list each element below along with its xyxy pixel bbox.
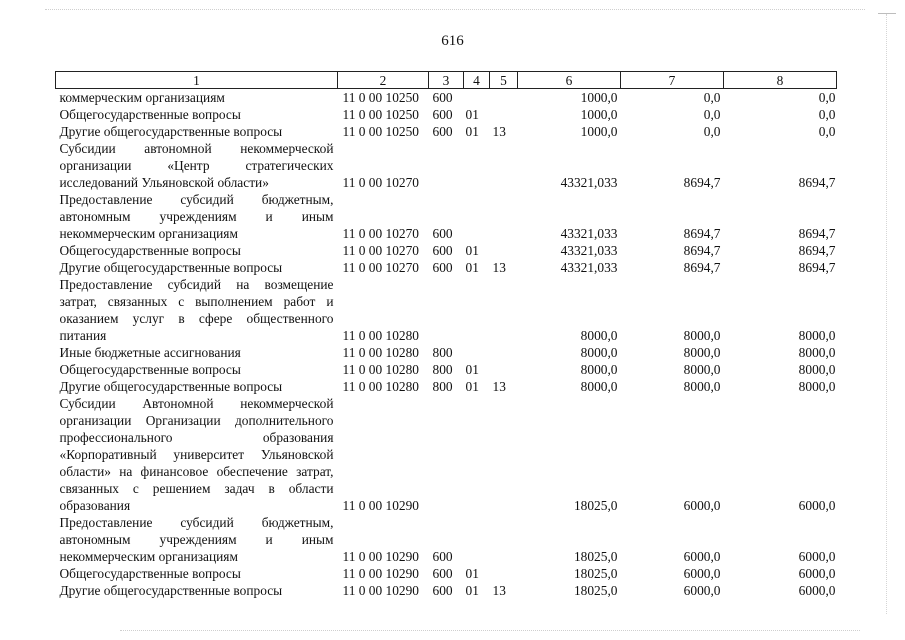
row-col-5: 13 bbox=[492, 260, 506, 275]
row-value-8: 6000,0 bbox=[798, 549, 836, 564]
row-col-3: 600 bbox=[432, 243, 453, 258]
table-row bbox=[56, 123, 837, 140]
row-col-3: 600 bbox=[432, 260, 453, 275]
column-header-1: 1 bbox=[56, 72, 338, 89]
row-value-6: 8000,0 bbox=[580, 328, 618, 343]
header-row bbox=[56, 72, 837, 89]
row-value-7: 0,0 bbox=[703, 124, 721, 139]
row-col-4: 01 bbox=[465, 583, 479, 598]
scan-edge-top bbox=[45, 9, 865, 10]
row-value-7: 6000,0 bbox=[683, 566, 721, 581]
row-name: Предоставление субсидий бюджетным, автономным учреждениям и иным некоммерческим организациям bbox=[59, 515, 334, 564]
row-col-5 bbox=[490, 106, 518, 123]
table-row bbox=[56, 276, 837, 344]
row-col-3: 600 bbox=[432, 226, 453, 241]
row-code: 11 0 00 10270 bbox=[342, 260, 419, 275]
row-value-6: 1000,0 bbox=[580, 90, 618, 105]
row-col-3 bbox=[429, 395, 464, 514]
row-col-5 bbox=[490, 276, 518, 344]
column-header-2: 2 bbox=[338, 72, 429, 89]
row-col-4 bbox=[464, 395, 490, 514]
row-col-3: 600 bbox=[432, 124, 453, 139]
table-row bbox=[56, 565, 837, 582]
row-col-4 bbox=[464, 191, 490, 242]
row-col-4: 01 bbox=[465, 379, 479, 394]
row-name: Предоставление субсидий на возмещение затрат, связанных с выполнением работ и оказанием услуг в сфере общественного питания bbox=[59, 277, 334, 343]
row-name: Другие общегосударственные вопросы bbox=[59, 260, 283, 275]
column-header-3: 3 bbox=[429, 72, 464, 89]
row-value-8: 0,0 bbox=[818, 124, 836, 139]
row-value-7: 6000,0 bbox=[683, 583, 721, 598]
row-col-3: 800 bbox=[432, 345, 453, 360]
row-code: 11 0 00 10270 bbox=[342, 226, 419, 241]
row-col-3: 800 bbox=[432, 379, 453, 394]
row-value-8: 6000,0 bbox=[798, 566, 836, 581]
row-value-7: 8000,0 bbox=[683, 328, 721, 343]
row-col-3: 600 bbox=[432, 107, 453, 122]
row-col-3: 600 bbox=[432, 90, 453, 105]
row-value-7: 6000,0 bbox=[683, 498, 721, 513]
row-value-7: 8694,7 bbox=[683, 243, 721, 258]
row-code: 11 0 00 10250 bbox=[342, 124, 419, 139]
row-value-8: 8000,0 bbox=[798, 328, 836, 343]
row-col-3 bbox=[429, 140, 464, 191]
row-col-4: 01 bbox=[465, 260, 479, 275]
row-code: 11 0 00 10250 bbox=[342, 107, 419, 122]
row-col-5 bbox=[490, 242, 518, 259]
row-value-8: 6000,0 bbox=[798, 498, 836, 513]
row-value-6: 43321,033 bbox=[560, 243, 618, 258]
page-number: 616 bbox=[441, 33, 464, 49]
table-row bbox=[56, 140, 837, 191]
row-name: Другие общегосударственные вопросы bbox=[59, 379, 283, 394]
table-row bbox=[56, 191, 837, 242]
table-row bbox=[56, 395, 837, 514]
table-body bbox=[56, 89, 837, 600]
row-col-5: 13 bbox=[492, 583, 506, 598]
row-name: Другие общегосударственные вопросы bbox=[59, 583, 283, 598]
row-value-6: 43321,033 bbox=[560, 175, 618, 190]
row-value-8: 8000,0 bbox=[798, 379, 836, 394]
row-col-4 bbox=[464, 276, 490, 344]
row-value-6: 18025,0 bbox=[573, 566, 618, 581]
column-header-5: 5 bbox=[490, 72, 518, 89]
row-value-7: 8694,7 bbox=[683, 175, 721, 190]
row-value-6: 8000,0 bbox=[580, 362, 618, 377]
table-header bbox=[56, 72, 837, 89]
row-col-5: 13 bbox=[492, 124, 506, 139]
row-col-5: 13 bbox=[492, 379, 506, 394]
row-col-3: 600 bbox=[432, 549, 453, 564]
row-name: Предоставление субсидий бюджетным, автономным учреждениям и иным некоммерческим организациям bbox=[59, 192, 334, 241]
row-col-5 bbox=[490, 361, 518, 378]
row-col-5 bbox=[490, 395, 518, 514]
row-name: Общегосударственные вопросы bbox=[59, 566, 241, 581]
row-value-8: 8000,0 bbox=[798, 345, 836, 360]
row-name: Субсидии автономной некоммерческой организации «Центр стратегических исследований Ульяновской области» bbox=[59, 141, 334, 190]
row-code: 11 0 00 10280 bbox=[342, 328, 419, 343]
table-row bbox=[56, 582, 837, 599]
row-col-4 bbox=[464, 89, 490, 107]
row-value-7: 0,0 bbox=[703, 90, 721, 105]
table-row bbox=[56, 106, 837, 123]
row-value-7: 8694,7 bbox=[683, 226, 721, 241]
row-col-4: 01 bbox=[465, 124, 479, 139]
row-col-5 bbox=[490, 89, 518, 107]
table-row bbox=[56, 89, 837, 107]
row-value-6: 43321,033 bbox=[560, 226, 618, 241]
row-code: 11 0 00 10290 bbox=[342, 566, 419, 581]
table-row bbox=[56, 259, 837, 276]
row-col-4 bbox=[464, 344, 490, 361]
row-value-6: 18025,0 bbox=[573, 583, 618, 598]
row-col-4 bbox=[464, 514, 490, 565]
row-value-6: 1000,0 bbox=[580, 124, 618, 139]
column-header-7: 7 bbox=[621, 72, 724, 89]
row-value-8: 8694,7 bbox=[798, 226, 836, 241]
row-value-8: 8694,7 bbox=[798, 260, 836, 275]
row-value-8: 8694,7 bbox=[798, 175, 836, 190]
row-code: 11 0 00 10280 bbox=[342, 345, 419, 360]
table-row bbox=[56, 242, 837, 259]
scan-edge-right bbox=[886, 14, 887, 614]
table-row bbox=[56, 361, 837, 378]
row-value-7: 8000,0 bbox=[683, 379, 721, 394]
row-value-6: 8000,0 bbox=[580, 379, 618, 394]
row-col-5 bbox=[490, 565, 518, 582]
column-header-4: 4 bbox=[464, 72, 490, 89]
row-name: Субсидии Автономной некоммерческой организации Организации дополнительного профессионального образования «Корпоративный университет Ульяновской области» на финансовое обеспечение затрат, связанных с решением задач в области образования bbox=[59, 396, 334, 513]
row-value-8: 0,0 bbox=[818, 107, 836, 122]
column-header-8: 8 bbox=[724, 72, 837, 89]
row-col-4: 01 bbox=[465, 362, 479, 377]
column-header-6: 6 bbox=[518, 72, 621, 89]
table-row bbox=[56, 344, 837, 361]
row-name: Иные бюджетные ассигнования bbox=[59, 345, 241, 360]
row-col-5 bbox=[490, 344, 518, 361]
row-value-7: 8694,7 bbox=[683, 260, 721, 275]
row-value-6: 8000,0 bbox=[580, 345, 618, 360]
row-name: Другие общегосударственные вопросы bbox=[59, 124, 283, 139]
row-value-7: 8000,0 bbox=[683, 362, 721, 377]
table-row bbox=[56, 514, 837, 565]
row-value-7: 0,0 bbox=[703, 107, 721, 122]
row-code: 11 0 00 10290 bbox=[342, 498, 419, 513]
row-code: 11 0 00 10250 bbox=[342, 90, 419, 105]
row-value-7: 6000,0 bbox=[683, 549, 721, 564]
row-value-6: 1000,0 bbox=[580, 107, 618, 122]
row-value-8: 8000,0 bbox=[798, 362, 836, 377]
row-col-3 bbox=[429, 276, 464, 344]
row-code: 11 0 00 10290 bbox=[342, 583, 419, 598]
row-value-6: 18025,0 bbox=[573, 549, 618, 564]
row-col-4: 01 bbox=[465, 243, 479, 258]
row-name: коммерческим организациям bbox=[59, 90, 225, 105]
row-name: Общегосударственные вопросы bbox=[59, 107, 241, 122]
row-value-6: 43321,033 bbox=[560, 260, 618, 275]
row-value-8: 0,0 bbox=[818, 90, 836, 105]
scan-edge-bottom bbox=[120, 630, 860, 631]
row-value-7: 8000,0 bbox=[683, 345, 721, 360]
row-code: 11 0 00 10280 bbox=[342, 362, 419, 377]
budget-table bbox=[55, 71, 837, 599]
row-code: 11 0 00 10270 bbox=[342, 175, 419, 190]
row-value-8: 6000,0 bbox=[798, 583, 836, 598]
row-col-3: 600 bbox=[432, 583, 453, 598]
row-col-5 bbox=[490, 191, 518, 242]
row-value-6: 18025,0 bbox=[573, 498, 618, 513]
row-col-5 bbox=[490, 514, 518, 565]
row-col-5 bbox=[490, 140, 518, 191]
row-col-3: 600 bbox=[432, 566, 453, 581]
row-code: 11 0 00 10270 bbox=[342, 243, 419, 258]
row-code: 11 0 00 10290 bbox=[342, 549, 419, 564]
row-code: 11 0 00 10280 bbox=[342, 379, 419, 394]
row-value-8: 8694,7 bbox=[798, 243, 836, 258]
row-col-4 bbox=[464, 140, 490, 191]
row-col-4: 01 bbox=[465, 107, 479, 122]
row-name: Общегосударственные вопросы bbox=[59, 362, 241, 377]
scan-corner bbox=[878, 13, 896, 14]
row-col-3: 800 bbox=[432, 362, 453, 377]
row-col-4: 01 bbox=[465, 566, 479, 581]
table-row bbox=[56, 378, 837, 395]
row-name: Общегосударственные вопросы bbox=[59, 243, 241, 258]
